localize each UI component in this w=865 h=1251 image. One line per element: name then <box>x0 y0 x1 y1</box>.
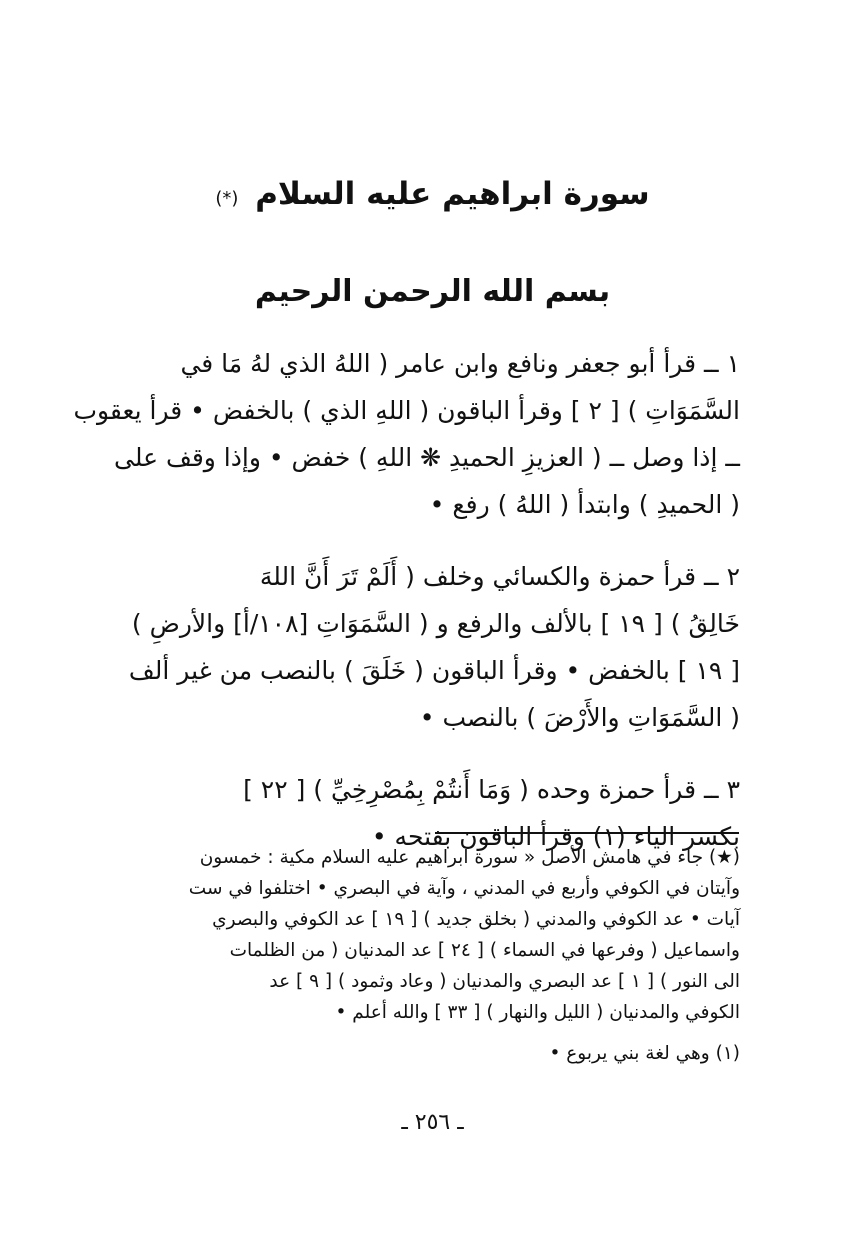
page-number: ـ ٢٥٦ ـ <box>401 1110 464 1135</box>
footnote-line: (١) وهي لغة بني يربوع • <box>549 1043 740 1064</box>
footnotes <box>128 842 740 1069</box>
footnote-line: وآيتان في الكوفي وأربع في المدني ، وآية في البصري • اختلفوا في ست <box>188 878 740 899</box>
entry-line: ٢ ــ قرأ حمزة والكسائي وخلف ( أَلَمْ تَرَ أَنَّ اللهَ <box>259 562 740 591</box>
entry-line: ــ إذا وصل ــ ( العزيزِ الحميدِ ❋ اللهِ ) خفض • وإذا وقف على <box>113 443 740 472</box>
footnote-1 <box>128 1038 740 1069</box>
surah-title-text: سورة ابراهيم عليه السلام <box>255 176 650 212</box>
footnote-line: الكوفي والمدنيان ( الليل والنهار ) [ ٣٣ ] والله أعلم • <box>335 1002 740 1023</box>
entry-line: ( السَّمَوَاتِ والأَرْضَ ) بالنصب • <box>419 703 740 732</box>
entry-line: ٣ ــ قرأ حمزة وحده ( وَمَا أَنتُمْ بِمُصْرِخِيِّ ) [ ٢٢ ] <box>243 775 740 804</box>
entry-line: السَّمَوَاتِ ) [ ٢ ] وقرأ الباقون ( اللهِ الذي ) بالخفض • قرأ يعقوب <box>73 396 740 425</box>
footnote-spacer <box>128 1028 740 1038</box>
surah-title <box>0 172 865 221</box>
readings-list <box>73 340 740 885</box>
reading-entry-1 <box>73 340 740 528</box>
footnote-star <box>128 842 740 1028</box>
footnote-line: الى النور ) [ ١ ] عد البصري والمدنيان ( وعاد وثمود ) [ ٩ ] عد <box>269 971 740 992</box>
footnote-line: (★) جاء في هامش الأصل « سورة ابراهيم عليه السلام مكية : خمسون <box>199 847 740 868</box>
footnote-line: آيات • عد الكوفي والمدني ( بخلق جديد ) [ ١٩ ] عد الكوفي والبصري <box>212 909 740 930</box>
entry-line: [ ١٩ ] بالخفض • وقرأ الباقون ( خَلَقَ ) بالنصب من غير ألف <box>128 656 740 685</box>
entry-line: بكسر الياء (١) وقرأ الباقون بفتحه • <box>371 822 740 851</box>
footnote-line: واسماعيل ( وفرعها في السماء ) [ ٢٤ ] عد المدنيان ( من الظلمات <box>229 940 740 961</box>
entry-line: خَالِقُ ) [ ١٩ ] بالألف والرفع و ( السَّمَوَاتِ [١٠٨/أ] والأرضِ ) <box>131 609 740 638</box>
entry-line: ١ ــ قرأ أبو جعفر ونافع وابن عامر ( اللهُ الذي لهُ مَا في <box>180 349 740 378</box>
footnote-marker: (*) <box>215 188 239 209</box>
basmala: بسم الله الرحمن الرحيم <box>254 274 611 309</box>
reading-entry-2 <box>125 553 740 741</box>
footnote-divider <box>435 832 739 834</box>
entry-line: ( الحميدِ ) وابتدأ ( اللهُ ) رفع • <box>429 490 740 519</box>
